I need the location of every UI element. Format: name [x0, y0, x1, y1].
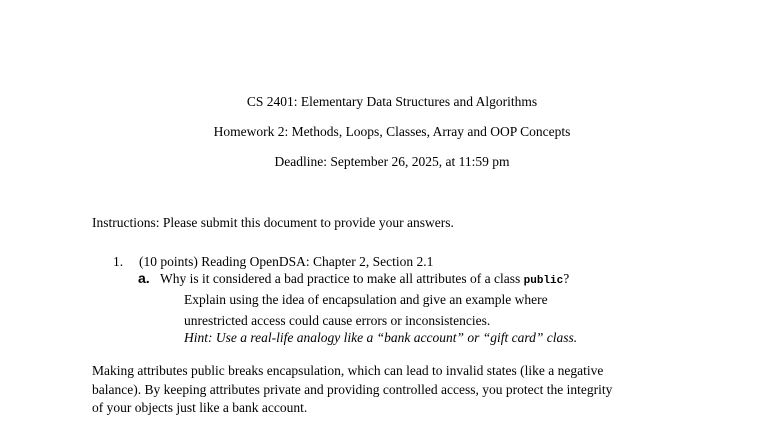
question-title: (10 points) Reading OpenDSA: Chapter 2, Section 2.1	[139, 254, 434, 269]
deadline-text: Deadline: September 26, 2025, at 11:59 pm	[274, 154, 510, 169]
answer-line: of your objects just like a bank account.	[92, 400, 308, 415]
part-hint: Hint: Use a real-life analogy like a “bank account” or “gift card” class.	[184, 330, 578, 345]
answer-line: Making attributes public breaks encapsulation, which can lead to invalid states (like a negative	[92, 363, 604, 378]
part-letter: a.	[138, 270, 150, 286]
answer-line: balance). By keeping attributes private and providing controlled access, you protect the integrity	[92, 381, 613, 397]
part-prompt-code: public	[523, 275, 564, 287]
question-1	[113, 254, 433, 270]
answer-text	[92, 362, 692, 418]
part-prompt-line3: unrestricted access could cause errors or inconsistencies.	[184, 313, 491, 328]
question-1a	[138, 270, 569, 287]
part-prompt-line2: Explain using the idea of encapsulation and give an example where	[184, 292, 548, 307]
part-prompt-start: Why is it considered a bad practice to make all attributes of a class	[160, 271, 524, 286]
instructions-text: Instructions: Please submit this document to provide your answers.	[92, 215, 454, 230]
question-number: 1.	[113, 254, 124, 269]
part-prompt-end: ?	[563, 271, 570, 286]
homework-title: Homework 2: Methods, Loops, Classes, Array and OOP Concepts	[213, 124, 571, 139]
course-title: CS 2401: Elementary Data Structures and Algorithms	[246, 94, 538, 109]
